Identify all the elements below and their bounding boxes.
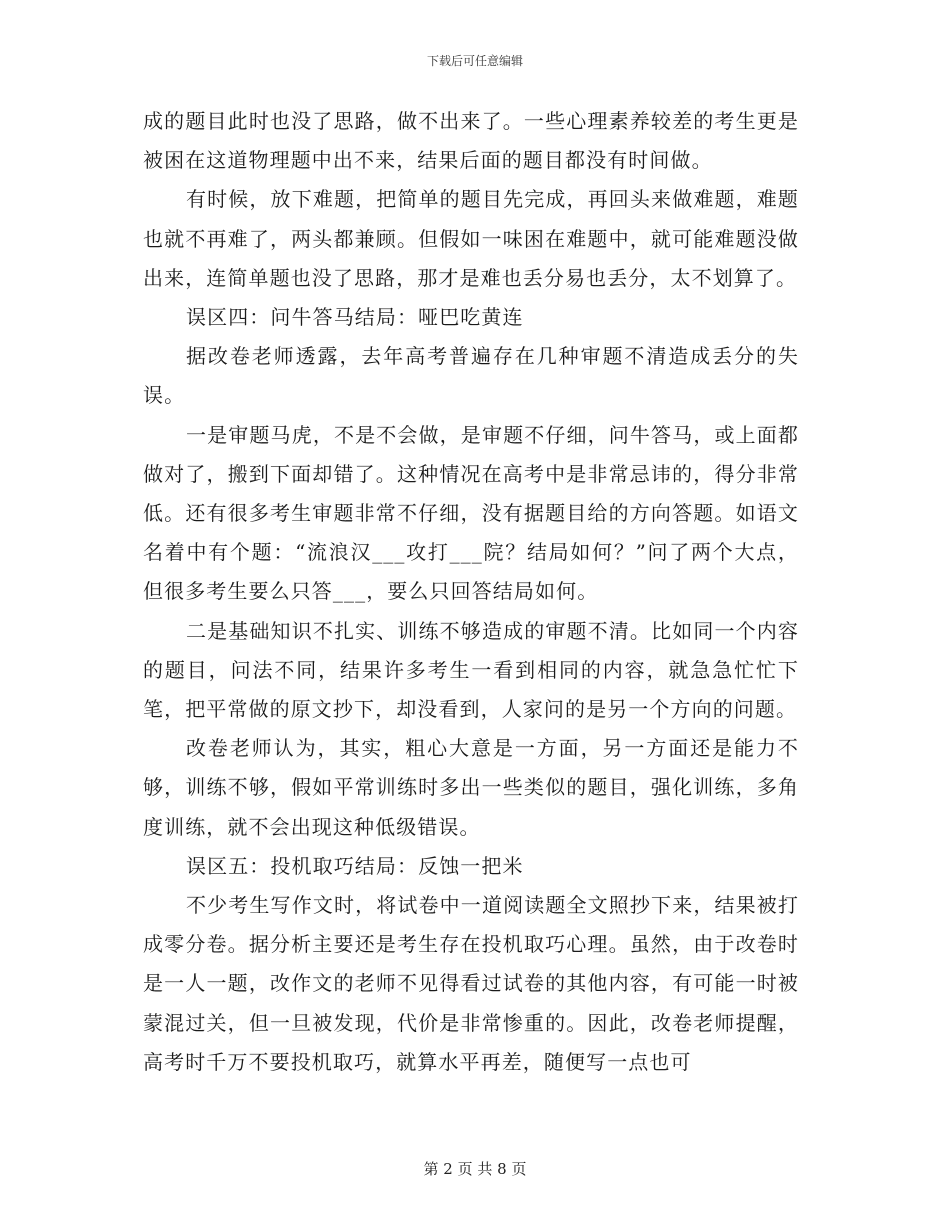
paragraph-continuation: 成的题目此时也没了思路，做不出来了。一些心理素养较差的考生更是被困在这道物理题中出不来，结果后面的题目都没有时间做。 [143,109,799,173]
section-heading-misconception-5: 误区五：投机取巧结局：反蚀一把米 [186,853,524,878]
paragraph: 二是基础知识不扎实、训练不够造成的审题不清。比如同一个内容的题目，问法不同，结果许多考生一看到相同的内容，就急急忙忙下笔，把平常做的原文抄下，却没看到，人家问的是另一个方向的问题。 [143,618,799,722]
paragraph: 据改卷老师透露，去年高考普遍存在几种审题不清造成丢分的失误。 [143,344,799,408]
paragraph: 有时候，放下难题，把简单的题目先完成，再回头来做难题，难题也就不再难了，两头都兼顾。但假如一味困在难题中，就可能难题没做出来，连简单题也没了思路，那才是难也丢分易也丢分，太不划算了。 [143,187,799,290]
paragraph: 一是审题马虎，不是不会做，是审题不仔细，问牛答马，或上面都做对了，搬到下面却错了。这种情况在高考中是非常忌讳的，得分非常低。还有很多考生审题非常不仔细，没有据题目给的方向答题。如语文名着中有个题：“流浪汉___攻打___院？结局如何？”问了两个大点，但很多考生要么只答___，要么只回答结局如何。 [143,422,799,604]
document-body [143,102,799,1082]
page-number: 第 2 页 共 8 页 [423,1160,527,1178]
paragraph: 改卷老师认为，其实，粗心大意是一方面，另一方面还是能力不够，训练不够，假如平常训练时多出一些类似的题目，强化训练，多角度训练，就不会出现这种低级错误。 [143,736,799,839]
paragraph: 不少考生写作文时，将试卷中一道阅读题全文照抄下来，结果被打成零分卷。据分析主要还是考生存在投机取巧心理。虽然，由于改卷时是一人一题，改作文的老师不见得看过试卷的其他内容，有可能一时被蒙混过关，但一旦被发现，代价是非常惨重的。因此，改卷老师提醒，高考时千万不要投机取巧，就算水平再差，随便写一点也可 [143,893,799,1074]
section-heading-misconception-4: 误区四：问牛答马结局：哑巴吃黄连 [186,305,524,330]
page-header: 下载后可任意编辑 [426,54,523,68]
